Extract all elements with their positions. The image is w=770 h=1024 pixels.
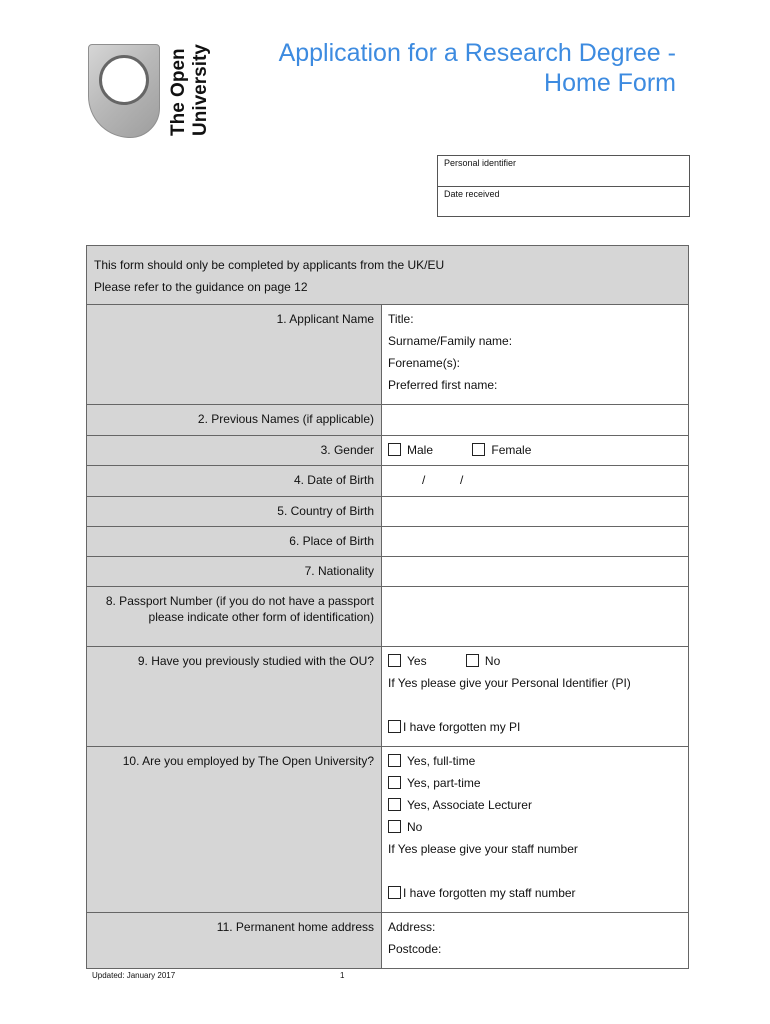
open-university-logo xyxy=(88,44,228,140)
place-of-birth-field[interactable] xyxy=(382,527,689,557)
forgot-pi-label: I have forgotten my PI xyxy=(403,720,521,734)
logo-line-1: The Open xyxy=(168,48,189,136)
home-address-label: 11. Permanent home address xyxy=(87,913,382,969)
employed-part-time-option[interactable] xyxy=(388,775,682,797)
applicant-name-row xyxy=(87,305,689,405)
surname-field[interactable]: Surname/Family name: xyxy=(388,334,513,348)
forgot-staff-number-label: I have forgotten my staff number xyxy=(403,886,576,900)
previous-names-label: 2. Previous Names (if applicable) xyxy=(87,405,382,436)
checkbox-icon[interactable] xyxy=(388,443,401,456)
checkbox-icon[interactable] xyxy=(388,754,401,767)
country-of-birth-row xyxy=(87,497,689,527)
home-address-fields[interactable] xyxy=(382,913,689,969)
date-of-birth-row xyxy=(87,466,689,497)
checkbox-icon[interactable] xyxy=(388,820,401,833)
checkbox-icon[interactable] xyxy=(388,776,401,789)
studied-no-label: No xyxy=(484,654,501,668)
preferred-name-field[interactable]: Preferred first name: xyxy=(388,378,498,392)
date-of-birth-label: 4. Date of Birth xyxy=(87,466,382,497)
employed-no-label: No xyxy=(407,820,423,834)
employed-associate-label: Yes, Associate Lecturer xyxy=(407,798,532,812)
place-of-birth-row xyxy=(87,527,689,557)
date-of-birth-field[interactable] xyxy=(382,466,689,497)
updated-date: Updated: January 2017 xyxy=(92,971,176,980)
logo-line-2: University xyxy=(190,44,211,136)
checkbox-icon[interactable] xyxy=(472,443,485,456)
title-field[interactable]: Title: xyxy=(388,312,414,326)
title-line-2: Home Form xyxy=(544,69,676,97)
address-field[interactable]: Address: xyxy=(388,920,436,934)
checkbox-icon[interactable] xyxy=(466,654,479,667)
studied-yes-option[interactable] xyxy=(388,653,427,669)
passport-row xyxy=(87,587,689,647)
page-title xyxy=(279,38,676,98)
intro-row xyxy=(87,246,689,305)
ring-icon xyxy=(99,55,149,105)
logo-wordmark xyxy=(168,44,212,136)
employment-label: 10. Are you employed by The Open University? xyxy=(87,747,382,913)
application-form-table xyxy=(86,245,689,969)
employed-full-time-option[interactable] xyxy=(388,753,682,775)
forgot-staff-number-option[interactable] xyxy=(388,885,682,907)
previous-study-label: 9. Have you previously studied with the OU? xyxy=(87,647,382,747)
home-address-row xyxy=(87,913,689,969)
forenames-field[interactable]: Forename(s): xyxy=(388,356,461,370)
pi-input-area[interactable] xyxy=(388,697,682,719)
office-use-box xyxy=(437,155,690,217)
gender-row xyxy=(87,436,689,466)
date-received-field[interactable] xyxy=(438,186,689,216)
previous-study-options xyxy=(382,647,689,747)
postcode-field[interactable]: Postcode: xyxy=(388,942,442,956)
gender-female-option[interactable] xyxy=(472,442,531,458)
employed-part-time-label: Yes, part-time xyxy=(407,776,481,790)
gender-male-label: Male xyxy=(407,443,434,457)
previous-names-row xyxy=(87,405,689,436)
intro-cell xyxy=(87,246,689,305)
passport-label: 8. Passport Number (if you do not have a passport please indicate other form of identification) xyxy=(87,587,382,647)
employment-row xyxy=(87,747,689,913)
employed-associate-option[interactable] xyxy=(388,797,682,819)
place-of-birth-label: 6. Place of Birth xyxy=(87,527,382,557)
applicant-name-fields[interactable] xyxy=(382,305,689,405)
employment-options xyxy=(382,747,689,913)
gender-male-option[interactable] xyxy=(388,442,433,458)
date-received-label: Date received xyxy=(444,189,500,199)
nationality-field[interactable] xyxy=(382,557,689,587)
intro-line-2: Please refer to the guidance on page 12 xyxy=(94,280,308,294)
checkbox-icon[interactable] xyxy=(388,886,401,899)
checkbox-icon[interactable] xyxy=(388,654,401,667)
passport-field[interactable] xyxy=(382,587,689,647)
shield-icon xyxy=(88,44,160,138)
previous-study-row xyxy=(87,647,689,747)
staff-number-input-area[interactable] xyxy=(388,863,682,885)
gender-options xyxy=(382,436,689,466)
page-number: 1 xyxy=(340,971,345,980)
gender-female-label: Female xyxy=(491,443,532,457)
country-of-birth-label: 5. Country of Birth xyxy=(87,497,382,527)
studied-no-option[interactable] xyxy=(466,653,500,669)
dob-separator-2: / xyxy=(460,473,464,487)
checkbox-icon[interactable] xyxy=(388,720,401,733)
country-of-birth-field[interactable] xyxy=(382,497,689,527)
nationality-row xyxy=(87,557,689,587)
applicant-name-label: 1. Applicant Name xyxy=(87,305,382,405)
studied-yes-label: Yes xyxy=(407,654,427,668)
intro-line-1: This form should only be completed by applicants from the UK/EU xyxy=(94,258,445,272)
gender-label: 3. Gender xyxy=(87,436,382,466)
employed-no-option[interactable] xyxy=(388,819,682,841)
title-line-1: Application for a Research Degree - xyxy=(278,39,676,67)
forgot-pi-option[interactable] xyxy=(388,719,682,741)
dob-separator-1: / xyxy=(422,473,426,487)
previous-names-field[interactable] xyxy=(382,405,689,436)
checkbox-icon[interactable] xyxy=(388,798,401,811)
personal-identifier-field[interactable] xyxy=(438,156,689,186)
staff-number-prompt: If Yes please give your staff number xyxy=(388,842,578,856)
nationality-label: 7. Nationality xyxy=(87,557,382,587)
personal-identifier-label: Personal identifier xyxy=(444,158,517,168)
employed-full-time-label: Yes, full-time xyxy=(407,754,476,768)
pi-prompt: If Yes please give your Personal Identifier (PI) xyxy=(388,676,631,690)
